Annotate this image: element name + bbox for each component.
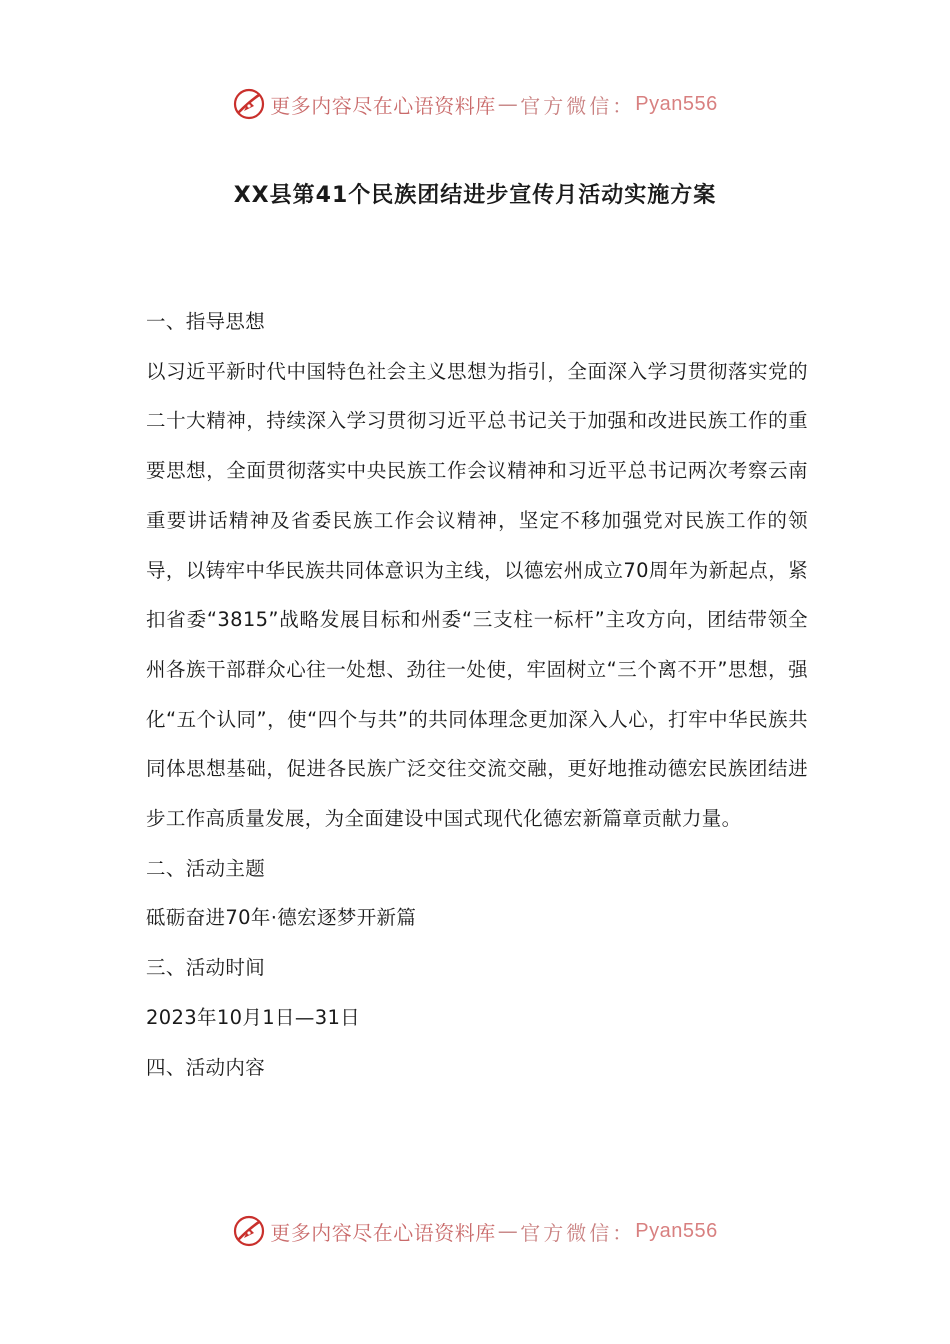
watermark-brand-text: 更多内容尽在心语资料库 bbox=[270, 93, 496, 118]
watermark-wechat-id: Pyan556 bbox=[635, 92, 718, 115]
pen-nib-logo-icon bbox=[232, 1214, 266, 1248]
paragraph-guiding-ideology: 以习近平新时代中国特色社会主义思想为指引，全面深入学习贯彻落实党的二十大精神，持续深入学习贯彻习近平总书记关于加强和改进民族工作的重要思想，全面贯彻落实中央民族工作会议精神和习近平总书记两次考察云南重要讲话精神及省委民族工作会议精神，坚定不移加强党对民族工作的领导，以铸牢中华民族共同体意识为主线，以德宏州成立70周年为新起点，紧扣省委“3815”战略发展目标和州委“三支柱一标杆”主攻方向，团结带领全州各族干部群众心往一处想、劲往一处使，牢固树立“三个离不开”思想，强化“五个认同”，使“四个与共”的共同体理念更加深入人心，打牢中华民族共同体思想基础，促进各民族广泛交往交流交融，更好地推动德宏民族团结进步工作高质量发展，为全面建设中国式现代化德宏新篇章贡献力量。 bbox=[146, 359, 808, 831]
watermark-dash: — bbox=[497, 1219, 519, 1243]
paragraph-time: 2023年10月1日—31日 bbox=[146, 1005, 361, 1029]
section-heading-guiding-ideology: 一、指导思想 bbox=[146, 310, 266, 333]
section-heading-content: 四、活动内容 bbox=[146, 1055, 266, 1079]
watermark-wechat-label: 官方微信： bbox=[520, 93, 636, 118]
watermark-banner-bottom bbox=[0, 1211, 950, 1251]
pen-nib-logo-icon bbox=[232, 87, 266, 121]
watermark-brand-text: 更多内容尽在心语资料库 bbox=[270, 1220, 496, 1245]
section-heading-theme: 二、活动主题 bbox=[146, 856, 266, 880]
document-body bbox=[146, 297, 808, 1092]
section-heading-time: 三、活动时间 bbox=[146, 956, 266, 980]
watermark-banner-top bbox=[0, 84, 950, 124]
watermark-wechat-id: Pyan556 bbox=[635, 1219, 718, 1242]
watermark-wechat-label: 官方微信： bbox=[520, 1220, 636, 1245]
document-title: XX县第41个民族团结进步宣传月活动实施方案 bbox=[233, 183, 717, 208]
watermark-dash: — bbox=[497, 92, 519, 116]
paragraph-theme: 砥砺奋进70年·德宏逐梦开新篇 bbox=[146, 906, 417, 930]
